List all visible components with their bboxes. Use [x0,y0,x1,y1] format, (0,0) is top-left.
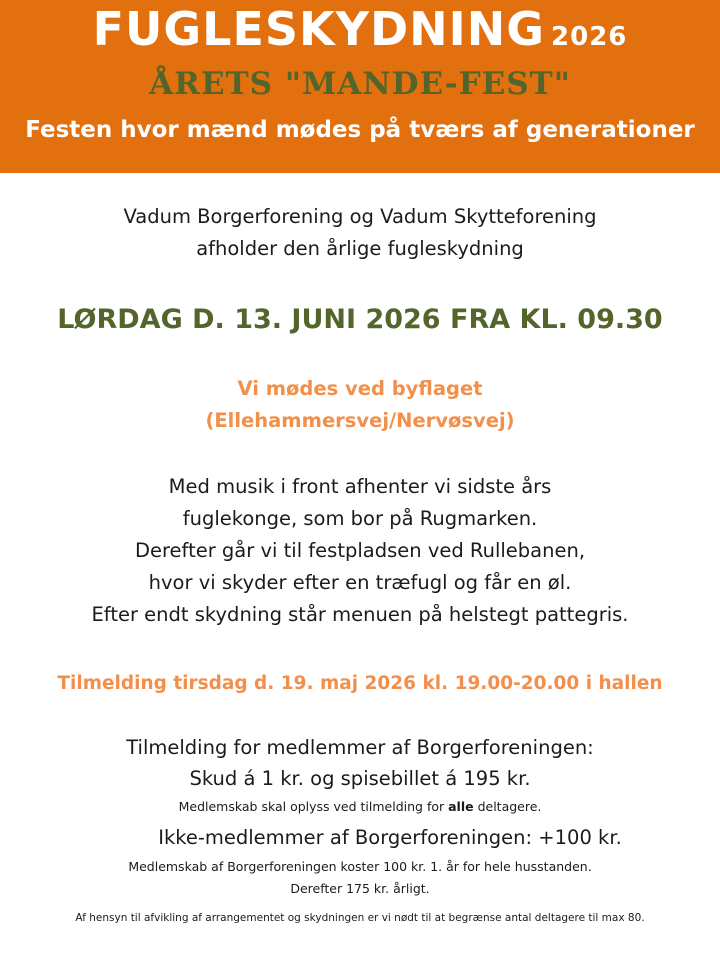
program-line-2: fuglekonge, som bor på Rugmarken. [182,507,538,530]
event-date: LØRDAG D. 13. JUNI 2026 FRA KL. 09.30 [57,304,663,335]
intro-line-2: afholder den årlige fugleskydning [196,237,524,260]
meeting-place: Vi mødes ved byflaget [237,377,483,400]
program-line-1: Med musik i front afhenter vi sidste års [168,475,552,498]
header-banner [0,0,720,173]
program-line-4: hvor vi skyder efter en træfugl og får en øl. [148,571,572,594]
event-title-text: FUGLESKYDNING [92,2,546,56]
footer-note: Af hensyn til afvikling af arrangementet og skydningen er vi nødt til at begrænse antal deltagere til max 80. [75,912,645,924]
registration-info: Tilmelding tirsdag d. 19. maj 2026 kl. 19.00-20.00 i hallen [57,673,663,694]
members-line-2: Skud á 1 kr. og spisebillet á 195 kr. [189,767,531,790]
members-note-bold: alle [448,799,474,814]
non-members-note-1: Medlemskab af Borgerforeningen koster 100 kr. 1. år for hele husstanden. [128,859,592,874]
members-note-suffix: deltagere. [473,799,542,814]
event-subtitle: ÅRETS "MANDE-FEST" [149,66,571,102]
members-note [0,799,720,814]
program-line-5: Efter endt skydning står menuen på helstegt pattegris. [91,603,629,626]
meeting-address: (Ellehammersvej/Nervøsvej) [205,409,515,432]
non-members-note-2: Derefter 175 kr. årligt. [290,881,430,896]
event-tagline: Festen hvor mænd mødes på tværs af generationer [25,117,695,143]
program-line-3: Derefter går vi til festpladsen ved Rullebanen, [134,539,586,562]
event-year: 2026 [551,22,628,52]
intro-line-1: Vadum Borgerforening og Vadum Skytteforening [123,205,597,228]
non-members-line: Ikke-medlemmer af Borgerforeningen: +100 kr. [158,826,622,849]
members-line-1: Tilmelding for medlemmer af Borgerforeningen: [126,736,594,759]
members-note-prefix: Medlemskab skal oplyss ved tilmelding for [178,799,449,814]
event-title [0,2,720,56]
